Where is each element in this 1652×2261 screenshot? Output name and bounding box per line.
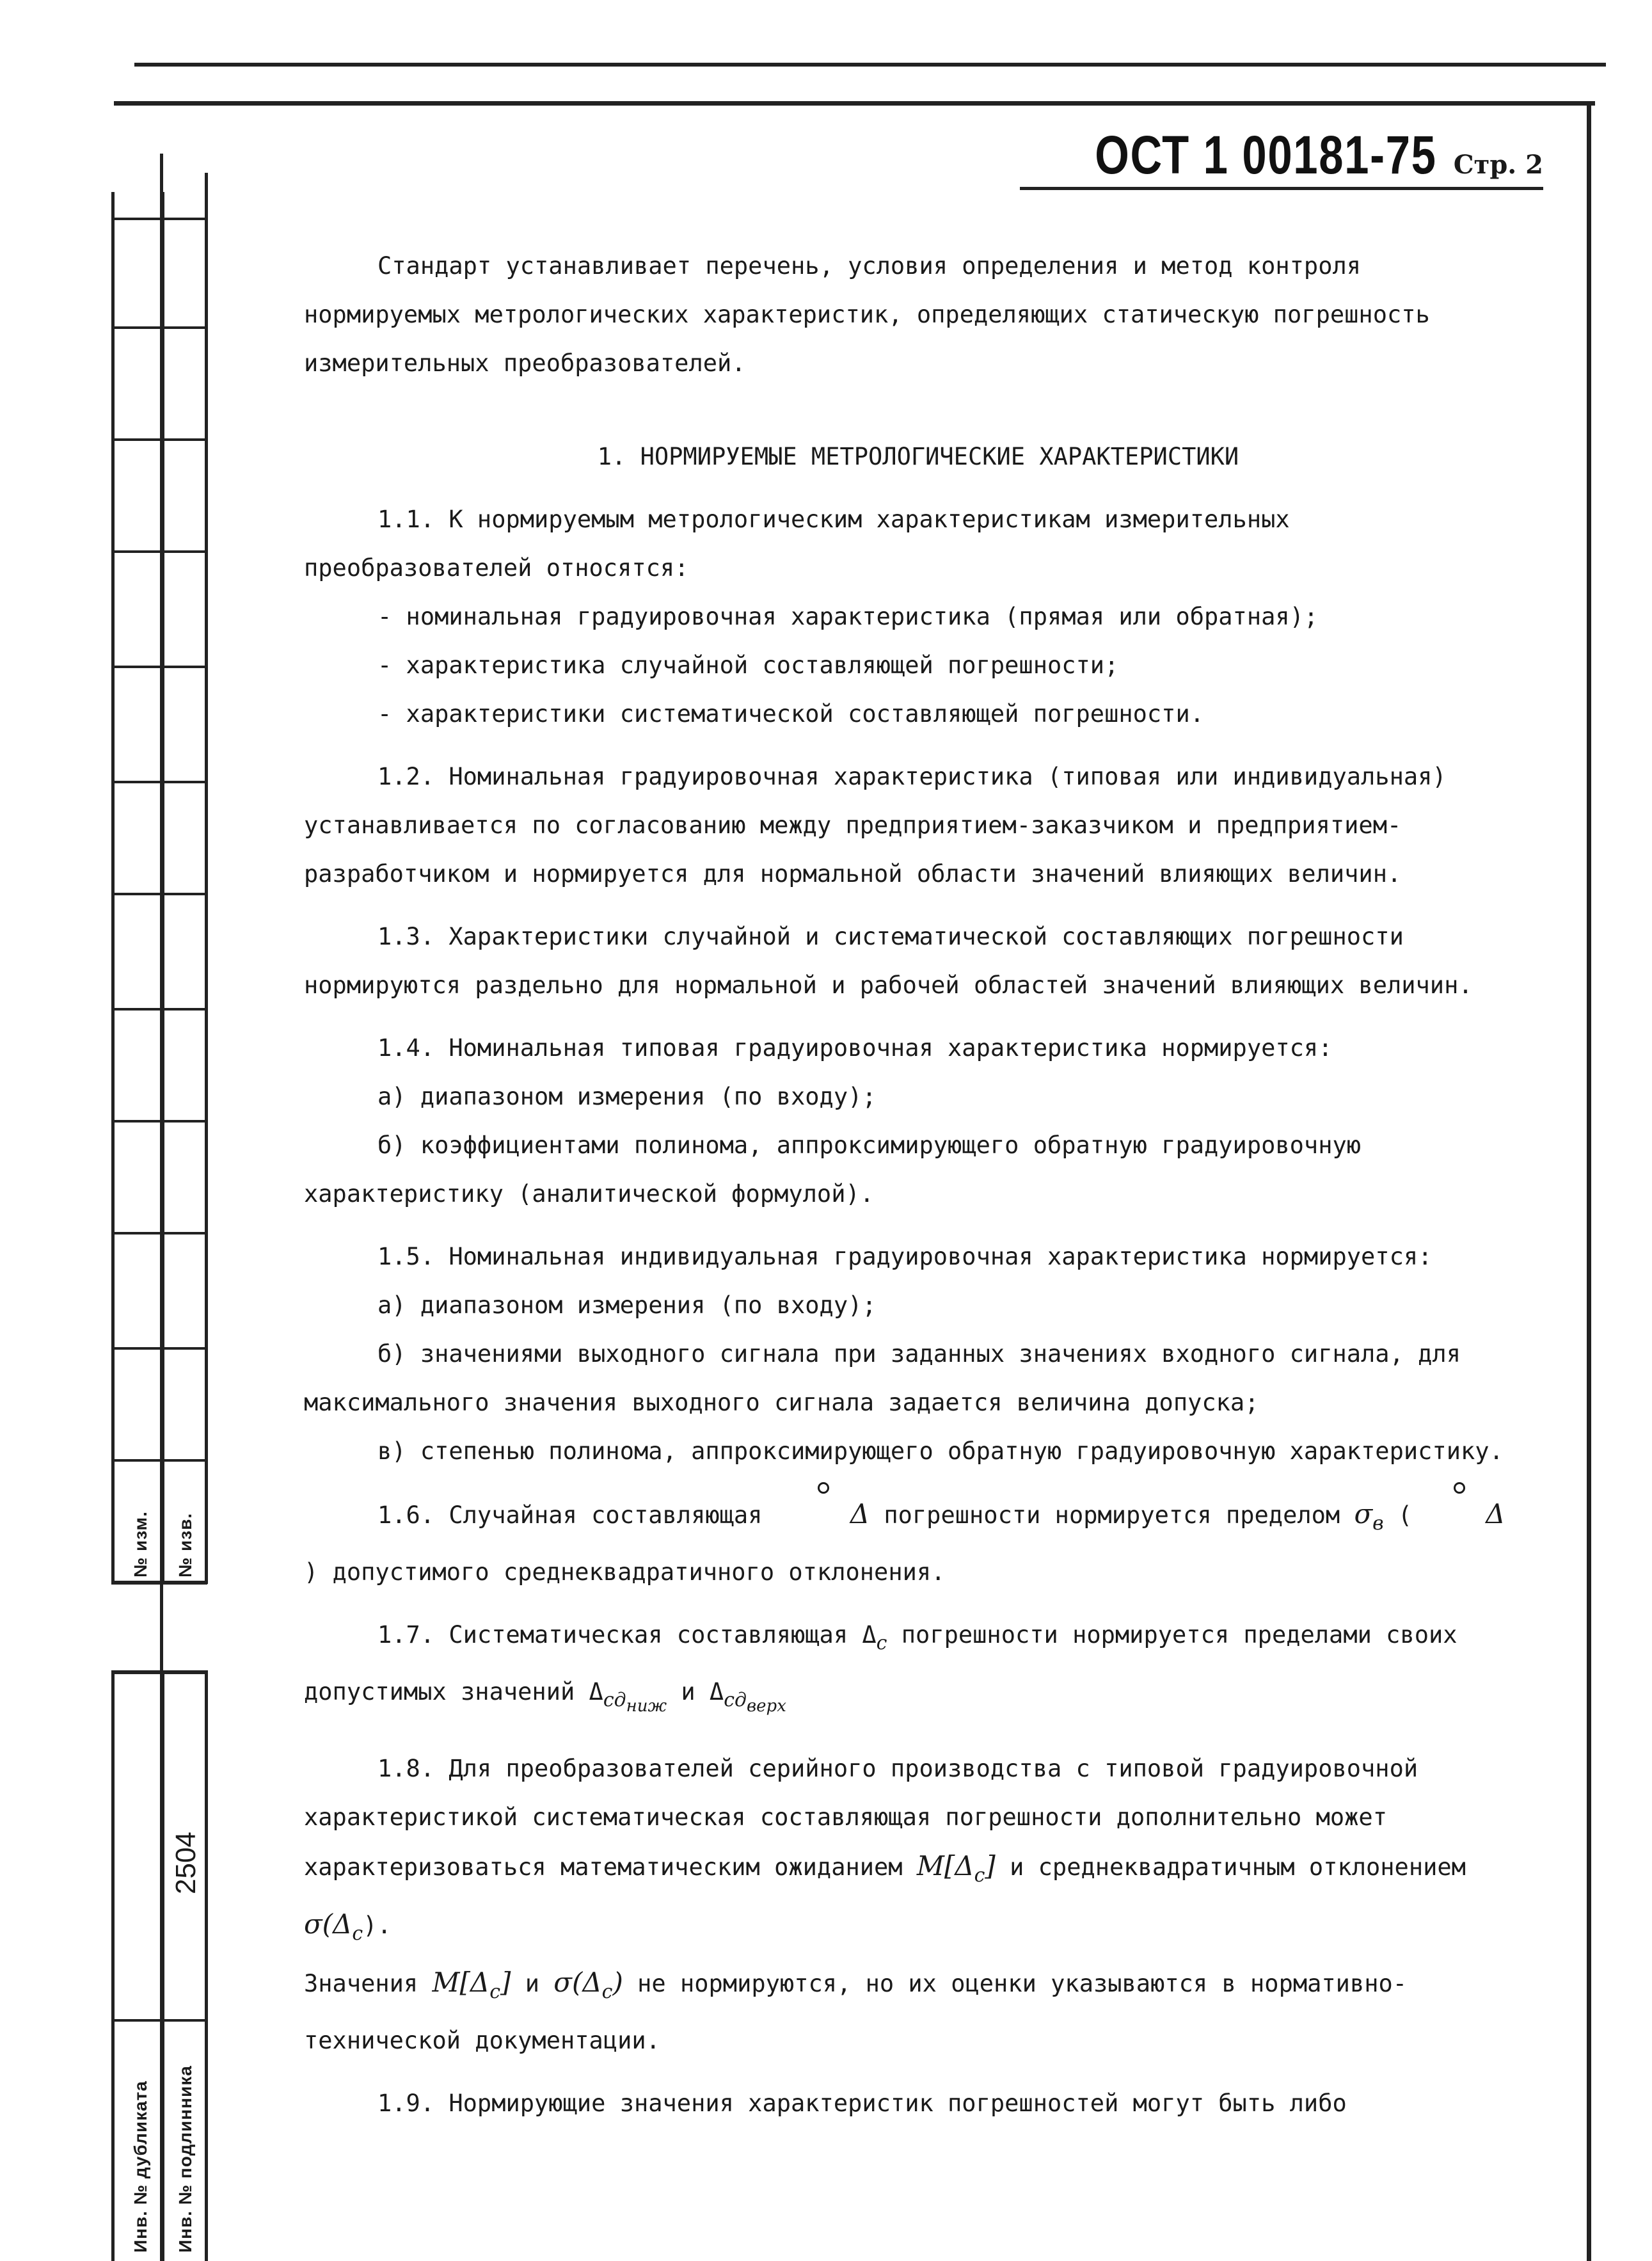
delta-subscript: c: [352, 1922, 363, 1945]
clause-1-7: [304, 1611, 1507, 1730]
delta-subscript: [603, 1689, 667, 1716]
stamp-row-line: [111, 1347, 207, 1350]
stamp-row-line: [111, 438, 207, 441]
intro-paragraph: Стандарт устанавливает перечень, условия определения и метод контроля нормируемых метрологических характеристик, определяющих статическую погрешность измерительных преобразователей.: [304, 252, 1430, 377]
clause-1-5-a: а) диапазоном измерения (по входу);: [377, 1291, 877, 1319]
delta-symbol: Δ: [589, 1678, 603, 1706]
clause-1-1: 1.1. К нормируемым метрологическим характеристикам измерительных преобразователей относятся:: [304, 506, 1290, 582]
paren-close: ): [612, 1967, 623, 1998]
random-error-symbol: Δ: [1412, 1490, 1505, 1538]
stamp-line-a: [111, 192, 115, 1584]
subscript-cd: сд: [603, 1689, 626, 1711]
section-1-title: 1. НОРМИРУЕМЫЕ МЕТРОЛОГИЧЕСКИЕ ХАРАКТЕРИСТИКИ: [597, 443, 1239, 470]
stamp-lower-mid-line: [111, 2019, 207, 2022]
clause-1-7-text: 1.7. Систематическая составляющая: [377, 1621, 848, 1649]
frame-top-outer-line: [134, 63, 1606, 67]
clause-1-7-text: погрешности нормируется пределами своих допустимых значений: [304, 1621, 1457, 1706]
expectation-symbol: M[Δ: [916, 1850, 974, 1882]
stamp-row-line: [111, 893, 207, 895]
clause-1-8-text: 1.8. Для преобразователей серийного производства с типовой градуировочной характеристикой систематическая составляющая погрешности дополнительно может характеризоваться математическим ожиданием: [304, 1755, 1418, 1881]
random-error-symbol: Δ: [777, 1490, 870, 1538]
stamp-notice-no-label: № изв.: [175, 1512, 195, 1578]
delta-symbol: Δ: [862, 1621, 877, 1649]
subscript-low: ниж: [626, 1697, 667, 1716]
stamp-change-no-label: № изм.: [131, 1511, 150, 1578]
expectation-symbol: M[Δ: [432, 1967, 490, 1998]
clause-1-9: 1.9. Нормирующие значения характеристик погрешностей могут быть либо: [377, 2089, 1347, 2117]
stamp-row-line: [111, 218, 207, 220]
delta-subscript: [724, 1689, 786, 1716]
paren-close: ).: [363, 1912, 392, 1939]
subscript-high: верх: [747, 1697, 786, 1716]
delta-subscript: c: [601, 1981, 613, 2003]
stamp-lower-top-line: [111, 1670, 207, 1674]
bracket-close: ]: [985, 1850, 996, 1882]
clause-1-4: 1.4. Номинальная типовая градуировочная характеристика нормируется:: [377, 1034, 1333, 1062]
stamp-dup-inv-label: Инв. № дубликата: [131, 2081, 150, 2253]
stamp-row-line: [111, 1232, 207, 1234]
document-body: [304, 242, 1507, 2128]
page-header: [1020, 125, 1543, 190]
stamp-row-line: [111, 1008, 207, 1011]
stamp-row-line: [111, 781, 207, 783]
margin-stamp: [109, 102, 211, 2261]
stamp-line-c: [205, 173, 208, 1584]
clause-1-5-b: б) значениями выходного сигнала при заданных значениях входного сигнала, для максимального значения выходного сигнала задается величина допуска;: [304, 1340, 1461, 1416]
clause-1-6: [304, 1490, 1507, 1597]
stamp-orig-inv-value: 2504: [170, 1832, 202, 1894]
stamp-row-line: [111, 550, 207, 553]
clause-1-6-text: допустимого среднеквадратичного отклонения.: [332, 1558, 946, 1586]
clause-1-8-text: и среднеквадратичным отклонением: [1010, 1853, 1466, 1881]
clause-1-8-text: Значения: [304, 1970, 418, 1997]
clause-1-4-a: а) диапазоном измерения (по входу);: [377, 1083, 877, 1110]
sigma-symbol: σ: [1354, 1498, 1373, 1530]
stamp-lower-line-c: [205, 1670, 208, 2261]
delta-subscript: c: [489, 1981, 501, 2003]
clause-1-8: [304, 1745, 1507, 1958]
clause-1-8-text: не нормируются, но их оценки указываются в нормативно-технической документации.: [304, 1970, 1408, 2054]
delta-symbol: Δ: [709, 1678, 724, 1706]
delta-subscript: c: [876, 1632, 887, 1654]
frame-top-inner-line: [114, 101, 1595, 106]
clause-1-3: 1.3. Характеристики случайной и систематической составляющих погрешности нормируются раздельно для нормальной и рабочей областей значений влияющих величин.: [304, 923, 1473, 999]
clause-1-5: 1.5. Номинальная индивидуальная градуировочная характеристика нормируется:: [377, 1243, 1433, 1270]
clause-1-1-item: - характеристики систематической составляющей погрешности.: [377, 700, 1205, 728]
stamp-line-b: [161, 192, 164, 1584]
stamp-row-line: [111, 326, 207, 329]
clause-1-6-text: 1.6. Случайная составляющая: [377, 1501, 763, 1529]
delta-subscript: c: [974, 1864, 985, 1887]
sigma-expression: σ(Δ: [304, 1908, 353, 1940]
clause-1-4-b: б) коэффициентами полинома, аппроксимирующего обратную градуировочную характеристику (аналитической формулой).: [304, 1131, 1362, 1208]
clause-1-6-text: погрешности нормируется пределом: [884, 1501, 1340, 1529]
stamp-row-line: [111, 666, 207, 668]
page-number: Стр. 2: [1453, 150, 1543, 180]
standard-code: ОСТ 1 00181-75: [1095, 125, 1437, 185]
stamp-row-line: [111, 1459, 207, 1462]
stamp-orig-inv-label: Инв. № подлинника: [175, 2065, 195, 2253]
sigma-subscript: в: [1372, 1512, 1384, 1535]
clause-1-5-c: в) степенью полинома, аппроксимирующего обратную градуировочную характеристику.: [377, 1437, 1504, 1465]
clause-1-8-continued: [304, 1958, 1507, 2065]
clause-1-1-item: - номинальная градуировочная характеристика (прямая или обратная);: [377, 603, 1319, 630]
frame-right-line: [1587, 101, 1591, 2261]
bracket-close: ]: [500, 1967, 511, 1998]
subscript-cd: сд: [724, 1689, 747, 1711]
paren-close: ): [304, 1558, 319, 1586]
sigma-expression: σ(Δ: [553, 1967, 602, 1998]
conjunction: и: [525, 1970, 539, 1997]
stamp-row-line: [111, 1581, 207, 1585]
conjunction: и: [681, 1678, 695, 1706]
stamp-lower-line-b: [161, 1670, 164, 2261]
stamp-lower-line-a: [111, 1670, 115, 2261]
clause-1-2: 1.2. Номинальная градуировочная характеристика (типовая или индивидуальная) устанавливается по согласованию между предприятием-заказчиком и предприятием-разработчиком и нормируется для нормальной области значений влияющих величин.: [304, 763, 1447, 888]
clause-1-1-item: - характеристика случайной составляющей погрешности;: [377, 651, 1119, 679]
stamp-row-line: [111, 1120, 207, 1123]
paren-open: (: [1397, 1501, 1413, 1529]
